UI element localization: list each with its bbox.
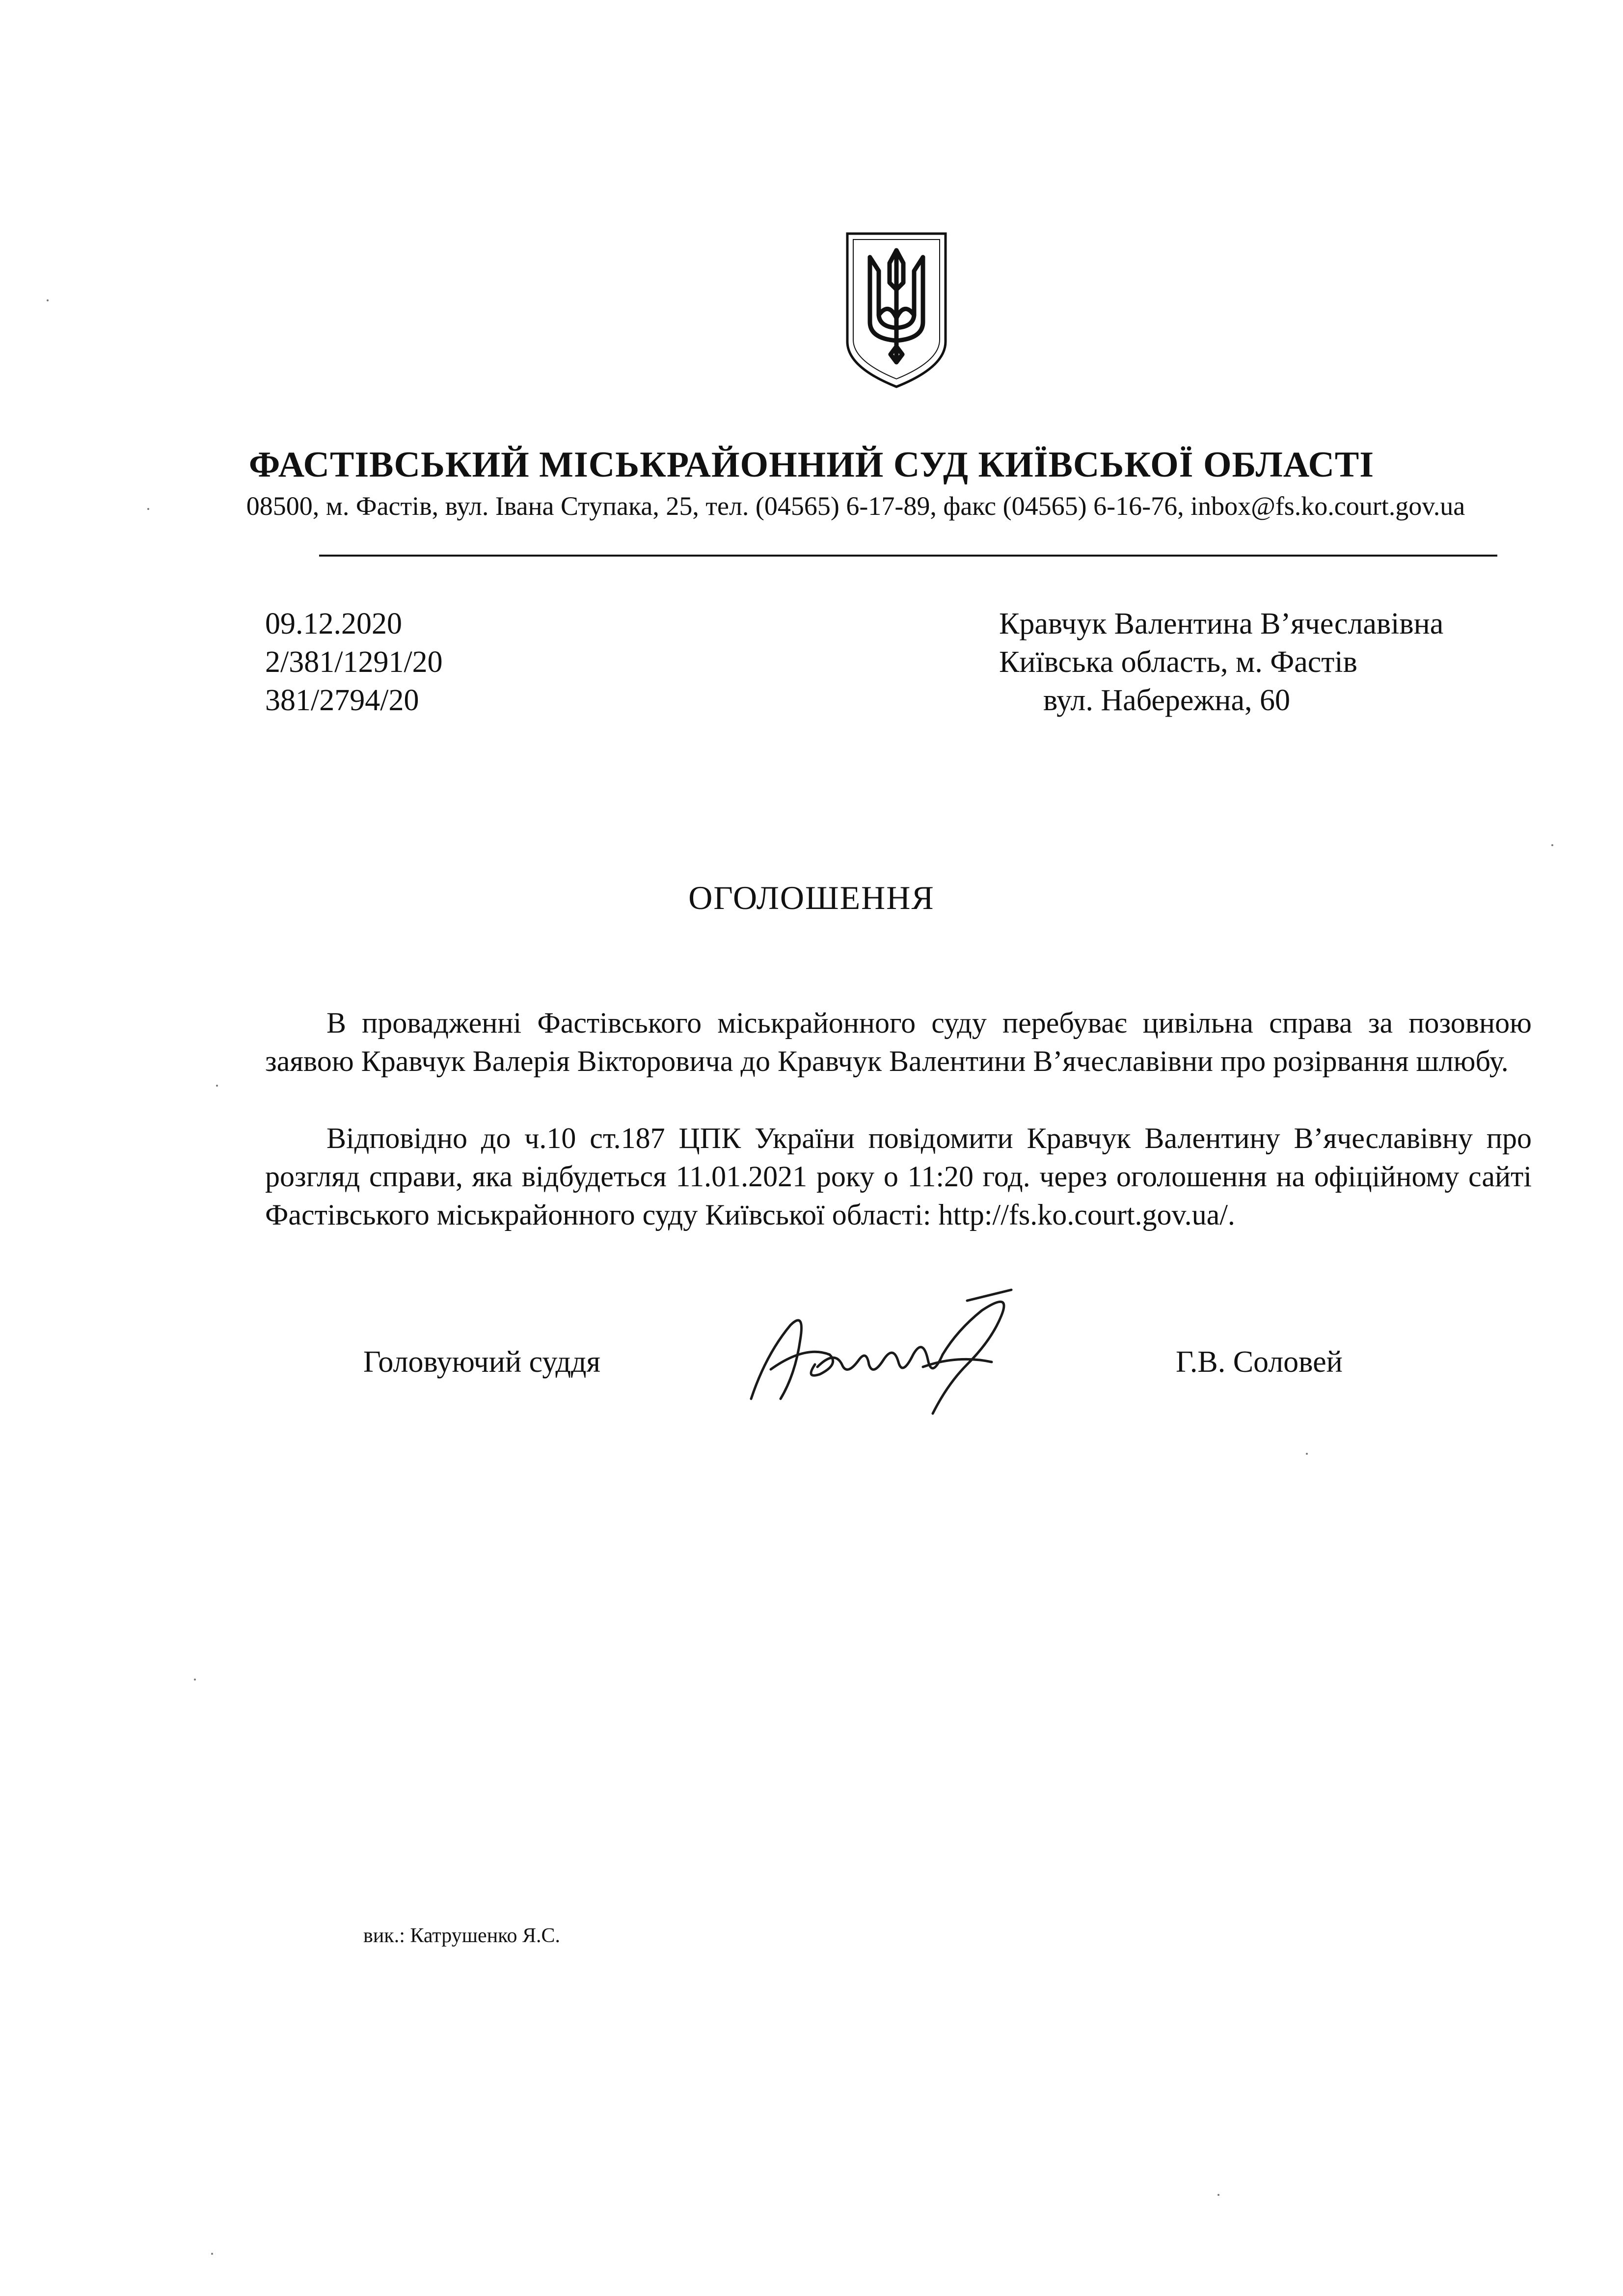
header-divider xyxy=(319,555,1497,557)
scan-speck xyxy=(147,508,149,510)
document-title: ОГОЛОШЕННЯ xyxy=(688,879,935,916)
scan-speck xyxy=(216,1085,218,1087)
judge-name: Г.В. Соловей xyxy=(1176,1345,1343,1379)
court-address: 08500, м. Фастів, вул. Івана Ступака, 25, тел. (04565) 6-17-89, факс (04565) 6-16-76, inbox@fs.ko.court.gov.ua xyxy=(246,491,1465,521)
coat-of-arms-icon xyxy=(840,229,952,391)
document-date: 09.12.2020 xyxy=(265,607,402,641)
scan-speck xyxy=(1217,2194,1219,2196)
recipient-street: вул. Набережна, 60 xyxy=(1043,684,1290,717)
document-meta xyxy=(265,605,443,720)
scan-speck xyxy=(194,1679,196,1681)
court-name: ФАСТІВСЬКИЙ МІСЬКРАЙОННИЙ СУД КИЇВСЬКОЇ ОБЛАСТІ xyxy=(248,445,1375,485)
reference-number-2: 381/2794/20 xyxy=(265,684,419,717)
reference-number-1: 2/381/1291/20 xyxy=(265,645,443,679)
scan-speck xyxy=(1551,844,1553,846)
handwritten-signature xyxy=(736,1281,1041,1423)
scan-speck xyxy=(1306,1453,1308,1455)
judge-title: Головуючий суддя xyxy=(363,1345,601,1379)
body-paragraph-1: В провадженні Фастівського міськрайонного суду перебуває цивільна справа за позовною заявою Кравчук Валерія Вікторовича до Кравчук Валентини В’ячеславівни про розірвання шлюбу. xyxy=(265,1007,1532,1077)
executor-note: вик.: Катрушенко Я.С. xyxy=(363,1924,560,1947)
scan-speck xyxy=(47,299,49,301)
recipient-block xyxy=(999,605,1443,720)
recipient-name: Кравчук Валентина В’ячеславівна xyxy=(999,607,1444,641)
scan-speck xyxy=(211,2253,213,2255)
body-paragraph-2: Відповідно до ч.10 ст.187 ЦПК України повідомити Кравчук Валентину В’ячеславівну про розгляд справи, яка відбудеться 11.01.2021 року о 11:20 год. через оголошення на офіційному сайті Фастівського міськрайонного суду Київської області: http://fs.ko.court.gov.ua/. xyxy=(265,1122,1532,1231)
recipient-region-city: Київська область, м. Фастів xyxy=(999,645,1357,679)
